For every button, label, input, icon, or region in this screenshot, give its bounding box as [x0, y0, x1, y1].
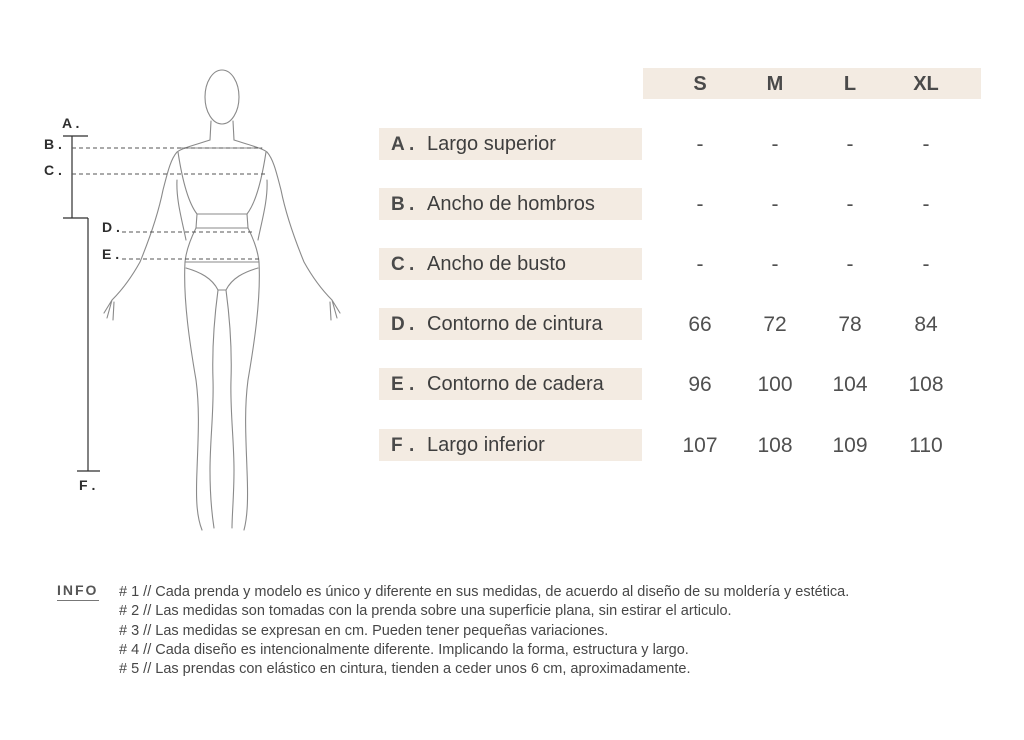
cell-b-xl: -	[922, 193, 930, 216]
mannequin-outline	[104, 70, 340, 530]
body-figure-diagram	[0, 0, 370, 545]
cell-c-xl: -	[922, 253, 930, 276]
cell-f-xl: 110	[909, 434, 943, 457]
row-dot: .	[409, 194, 415, 215]
row-letter: E	[391, 374, 405, 395]
size-s-header: S	[693, 73, 707, 95]
marker-a: A .	[62, 115, 80, 131]
cell-d-xl: 84	[914, 313, 938, 336]
row-dot: .	[409, 134, 415, 155]
cell-c-l: -	[846, 253, 854, 276]
marker-d: D .	[102, 219, 120, 235]
marker-f: F .	[79, 477, 96, 493]
marker-e: E .	[102, 246, 120, 262]
cell-e-xl: 108	[908, 373, 944, 396]
row-dot: .	[409, 374, 415, 395]
cell-b-s: -	[696, 193, 704, 216]
cell-d-l: 78	[838, 313, 862, 336]
row-dot: .	[409, 314, 415, 335]
row-letter: B	[391, 194, 406, 215]
cell-a-xl: -	[922, 133, 930, 156]
row-label-b	[379, 188, 642, 220]
measurement-lines	[63, 136, 100, 471]
cell-f-s: 107	[682, 434, 718, 457]
row-name: Ancho de busto	[427, 253, 566, 275]
cell-e-s: 96	[688, 373, 712, 396]
size-m-header: M	[766, 73, 784, 95]
row-name: Contorno de cintura	[427, 313, 603, 335]
cell-a-s: -	[696, 133, 704, 156]
cell-a-m: -	[771, 133, 779, 156]
row-label-c	[379, 248, 642, 280]
row-dot: .	[409, 435, 415, 456]
row-label-e	[379, 368, 642, 400]
row-label-d	[379, 308, 642, 340]
marker-c: C .	[44, 162, 62, 178]
row-letter: F	[391, 435, 404, 456]
row-name: Contorno de cadera	[427, 373, 604, 395]
cell-e-l: 104	[832, 373, 868, 396]
row-letter: D	[391, 314, 406, 335]
info-note-2: # 2 // Las medidas son tomadas con la prenda sobre una superficie plana, sin estirar el articulo.	[119, 603, 732, 619]
cell-f-l: 109	[832, 434, 868, 457]
cell-f-m: 108	[757, 434, 793, 457]
row-dot: .	[409, 254, 415, 275]
size-xl-header: XL	[913, 73, 939, 95]
info-underline	[57, 600, 99, 601]
cell-e-m: 100	[757, 373, 793, 396]
marker-b: B .	[44, 136, 62, 152]
row-name: Largo inferior	[427, 434, 545, 456]
cell-b-m: -	[771, 193, 779, 216]
cell-c-s: -	[696, 253, 704, 276]
row-name: Largo superior	[427, 133, 556, 155]
cell-b-l: -	[846, 193, 854, 216]
info-note-1: # 1 // Cada prenda y modelo es único y diferente en sus medidas, de acuerdo al diseño de su moldería y estética.	[119, 584, 850, 600]
row-letter: C	[391, 254, 406, 275]
row-letter: A	[391, 134, 406, 155]
info-note-4: # 4 // Cada diseño es intencionalmente diferente. Implicando la forma, estructura y largo.	[119, 642, 689, 658]
cell-d-s: 66	[688, 313, 712, 336]
info-label: INFO	[57, 582, 99, 598]
cell-a-l: -	[846, 133, 854, 156]
size-l-header: L	[843, 73, 857, 95]
row-label-a	[379, 128, 642, 160]
info-note-5: # 5 // Las prendas con elástico en cintura, tienden a ceder unos 6 cm, aproximadamente.	[119, 661, 691, 677]
cell-c-m: -	[771, 253, 779, 276]
cell-d-m: 72	[763, 313, 787, 336]
row-name: Ancho de hombros	[427, 193, 595, 215]
row-label-f	[379, 429, 642, 461]
info-note-3: # 3 // Las medidas se expresan en cm. Pueden tener pequeñas variaciones.	[119, 623, 609, 639]
